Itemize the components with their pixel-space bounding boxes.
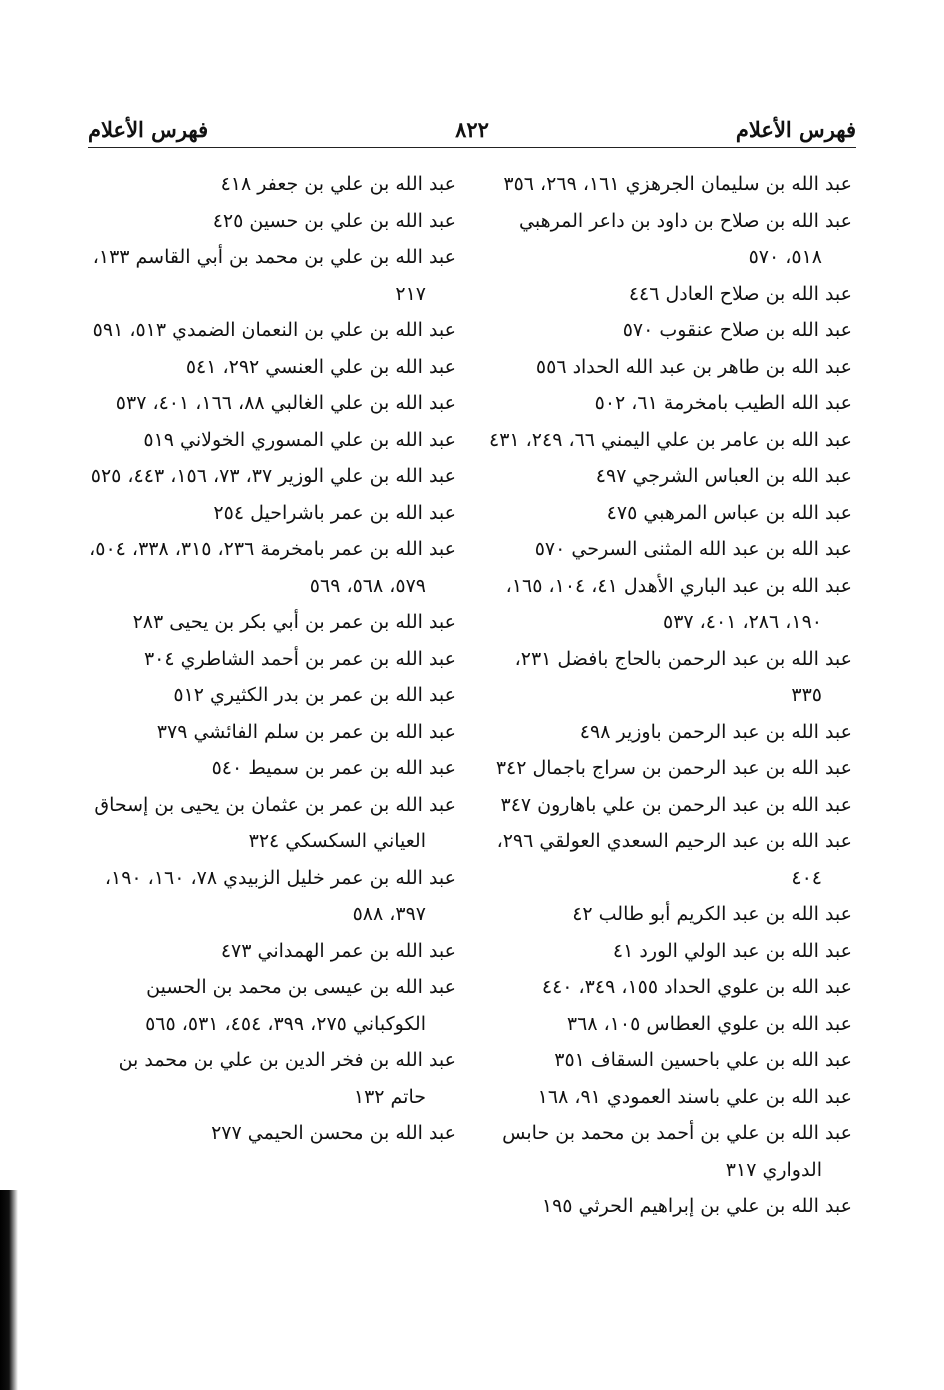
index-entry: عبد الله بن صلاح عنقوب ٥٧٠ (622, 319, 852, 341)
index-entry: عبد الله بن علي الغالبي ٨٨، ١٦٦، ٤٠١، ٥٣٧ (115, 392, 456, 414)
index-entry: عبد الله بن علي بن جعفر ٤١٨ (220, 173, 456, 195)
index-entry: عبد الله بن علوي الحداد ١٥٥، ٣٤٩، ٤٤٠ (541, 976, 852, 998)
index-entry: عبد الله بن عبد الباري الأهدل ٤١، ١٠٤، ١٦٥، ١٩٠، ٢٨٦، ٤٠١، ٥٣٧ (505, 574, 852, 633)
index-entry: عبد الله بن العباس الشرجي ٤٩٧ (595, 465, 852, 487)
index-entry: عبد الله بن عبد الرحمن بن سراج باجمال ٣٤٢ (495, 757, 852, 779)
index-entry: عبد الله بن عبد الرحيم السعدي العولقي ٢٩٦، ٤٠٤ (496, 830, 852, 889)
index-entry: عبد الله بن عمر بن أبي بكر بن يحيى ٢٨٣ (132, 611, 456, 633)
header-title-right: فهرس الأعلام (735, 117, 856, 142)
index-entry: عبد الله بن عمر بن سميط ٥٤٠ (211, 757, 456, 779)
index-entry: عبد الله بن عمر بن أحمد الشاطري ٣٠٤ (143, 647, 456, 670)
index-entry: عبد الله بن عمر بن سلم الفائشي ٣٧٩ (156, 720, 456, 743)
index-entry: عبد الله بن عمر باشراحيل ٢٥٤ (213, 501, 456, 524)
page-number: ٨٢٢ (455, 117, 489, 142)
index-entry: عبد الله بن عبد الولي الورد ٤١ (612, 939, 852, 962)
index-entry: عبد الله بن علي باسند العمودي ٩١، ١٦٨ (537, 1085, 852, 1108)
index-entry: عبد الله بن علي باحسين السقاف ٣٥١ (554, 1049, 852, 1071)
index-entry: عبد الله بن عبد الرحمن باوزير ٤٩٨ (579, 720, 852, 743)
index-entry: عبد الله بن علي بن حسين ٤٢٥ (212, 209, 456, 232)
index-entry: عبد الله بن طاهر بن عبد الله الحداد ٥٥٦ (535, 355, 852, 378)
index-entry: عبد الله بن علي بن النعمان الضمدي ٥١٣، ٥٩١ (92, 319, 456, 341)
index-entry: عبد الله بن علي بن محمد بن أبي القاسم ١٣٣، ٢١٧ (92, 246, 456, 305)
index-entry: عبد الله بن علي العنسي ٢٩٢، ٥٤١ (185, 355, 456, 378)
index-entry: عبد الله بن علي بن إبراهيم الحرثي ١٩٥ (541, 1195, 852, 1217)
index-entry: عبد الله بن علوي العطاس ١٠٥، ٣٦٨ (566, 1012, 852, 1035)
index-entry: عبد الله بن فخر الدين بن علي بن محمد بن حاتم ١٣٢ (118, 1049, 456, 1108)
index-entry: عبد الله بن عيسى بن محمد بن الحسين الكوكباني ٢٧٥، ٣٩٩، ٤٥٤، ٥٣١، ٥٦٥ (145, 976, 456, 1035)
index-entry: عبد الله بن عبد الرحمن بالحاج بافضل ٢٣١، ٣٣٥ (514, 647, 852, 706)
index-entry: عبد الله بن عبد الكريم أبو طالب ٤٢ (572, 903, 852, 925)
page-header (88, 102, 856, 142)
header-rule (88, 147, 856, 148)
index-entry: عبد الله بن عمر خليل الزبيدي ٧٨، ١٦٠، ١٩٠، ٣٩٧، ٥٨٨ (104, 866, 456, 925)
index-entry: عبد الله بن علي المسوري الخولاني ٥١٩ (143, 428, 456, 451)
index-entry: عبد الله بن عمر بامخرمة ٢٣٦، ٣١٥، ٣٣٨، ٥٠٤، ٥٧٩، ٥٦٨، ٥٦٩ (89, 538, 456, 597)
index-column-right (482, 166, 852, 1225)
index-entry: عبد الله بن عباس المرهبي ٤٧٥ (606, 501, 852, 524)
index-entry: عبد الله بن صلاح بن داود بن داعر المرهبي ٥١٨، ٥٧٠ (519, 209, 852, 268)
index-entry: عبد الله بن محسن الحيمي ٢٧٧ (211, 1122, 456, 1144)
index-entry: عبد الله بن صلاح العادل ٤٤٦ (628, 282, 852, 305)
index-entry: عبد الله بن عمر بن عثمان بن يحيى بن إسحاق العياني السكسكي ٣٢٤ (94, 793, 456, 852)
index-entry: عبد الله بن عبد الله المثنى السرحي ٥٧٠ (534, 538, 852, 560)
index-entry: عبد الله بن عامر بن علي اليمني ٦٦، ٢٤٩، ٤٣١ (489, 428, 852, 451)
index-entry: عبد الله بن علي بن أحمد بن محمد بن حابس الدواري ٣١٧ (502, 1122, 852, 1181)
header-title-left: فهرس الأعلام (88, 117, 209, 142)
index-column-left (86, 166, 456, 1152)
index-entry: عبد الله بن عمر الهمداني ٤٧٣ (220, 939, 456, 962)
index-entry: عبد الله الطيب بامخرمة ٦١، ٥٠٢ (594, 392, 852, 414)
index-entry: عبد الله بن عمر بن بدر الكثيري ٥١٢ (173, 684, 456, 706)
index-entry: عبد الله بن علي الوزير ٣٧، ٧٣، ١٥٦، ٤٤٣، ٥٢٥ (90, 465, 456, 487)
scan-edge-shadow (0, 1190, 18, 1390)
index-entry: عبد الله بن سليمان الجرهزي ١٦١، ٢٦٩، ٣٥٦ (503, 173, 852, 195)
index-entry: عبد الله بن عبد الرحمن بن علي باهارون ٣٤٧ (500, 793, 852, 816)
